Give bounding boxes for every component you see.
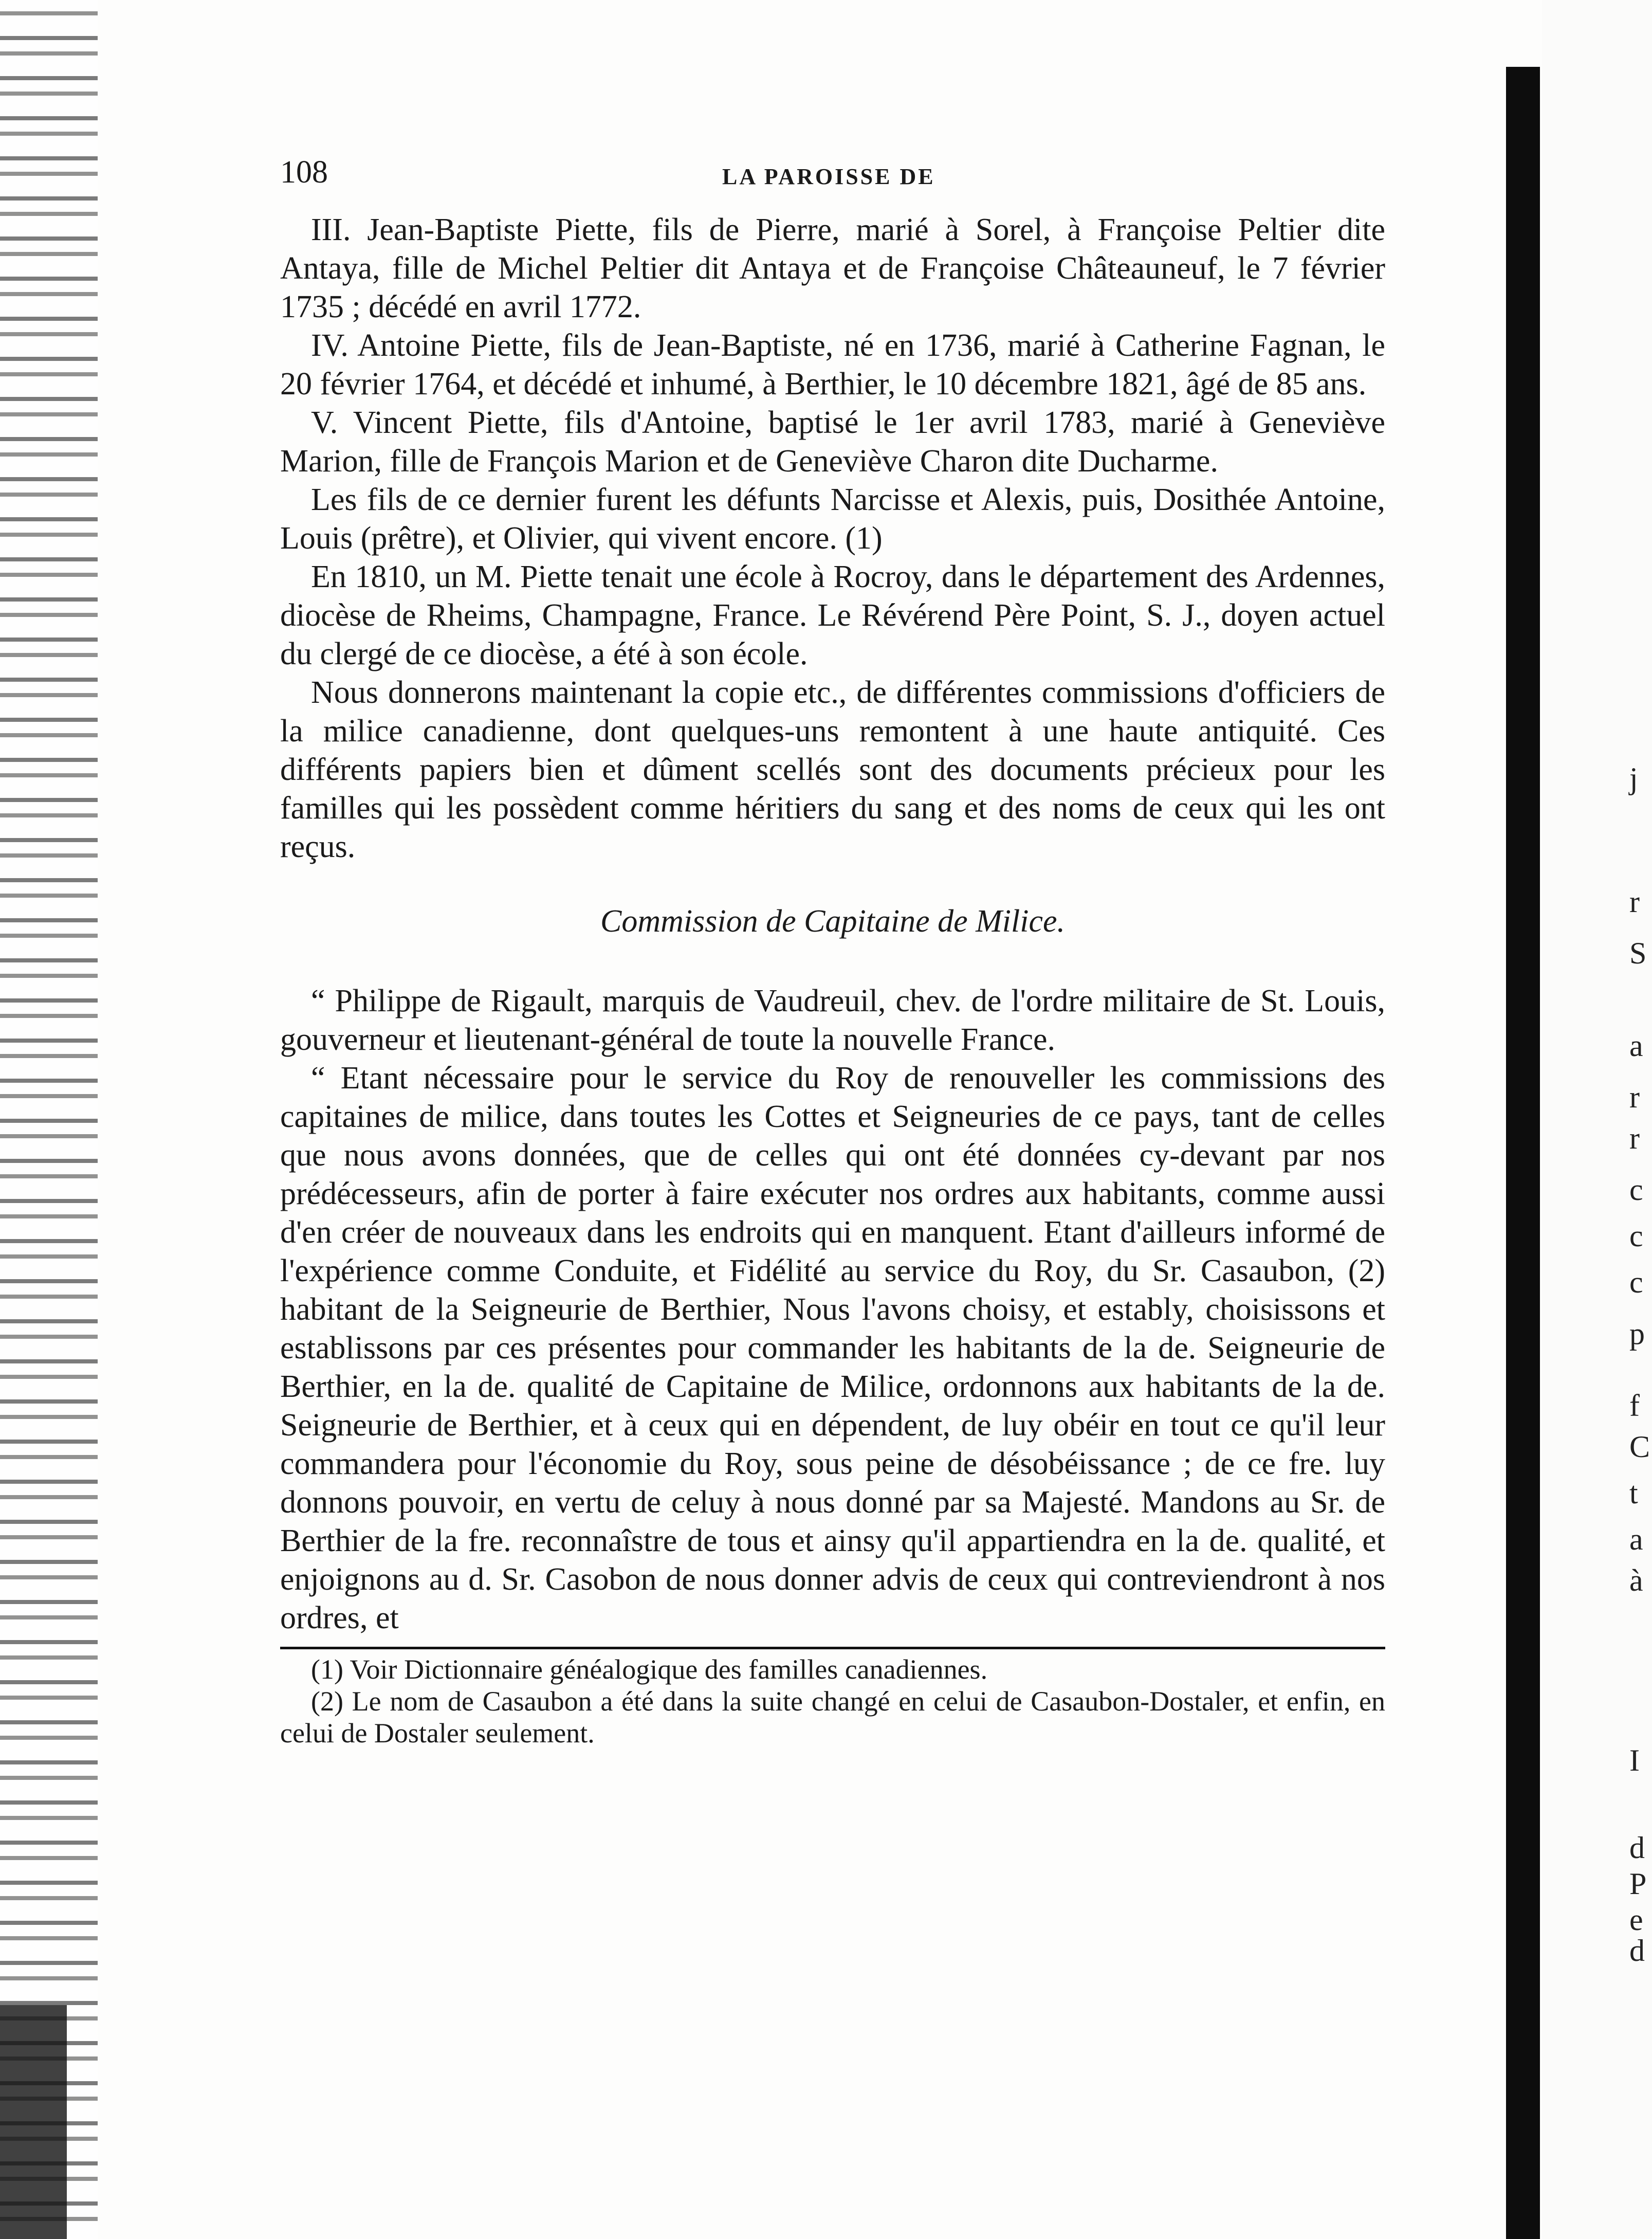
page-header (280, 154, 1385, 211)
footnote-divider (280, 1647, 1385, 1649)
page-number: 108 (280, 155, 328, 190)
facing-page-letter: c (1629, 1265, 1643, 1299)
facing-page-letter: e (1629, 1903, 1643, 1937)
facing-page-letter: a (1629, 1522, 1643, 1556)
footnotes (280, 1653, 1385, 1749)
page-content (280, 154, 1385, 1749)
paragraph-generation-v: V. Vincent Piette, fils d'Antoine, baptisé le 1er avril 1783, marié à Geneviève Marion, fille de François Marion et de Geneviève Charon dite Ducharme. (280, 405, 1385, 479)
commission-text (280, 982, 1385, 1637)
facing-page-letter: c (1629, 1219, 1643, 1253)
facing-page-letter: C (1629, 1430, 1650, 1464)
scan-edge-shadow (0, 2005, 67, 2239)
facing-page-letter: f (1629, 1389, 1640, 1423)
section-title: Commission de Capitaine de Milice. (600, 904, 1066, 939)
facing-page-letter: r (1629, 885, 1640, 919)
facing-page-letter: j (1629, 761, 1638, 795)
facing-page-letter: r (1629, 1080, 1640, 1114)
commission-paragraph: “ Etant nécessaire pour le service du Roy de renouveller les commissions des capitaines de milice, dans toutes les Cottes et Seigneuries de ce pays, tant de celles que nous avons données, que de celles qui ont été données cy-devant par nos prédécesseurs, afin de porter à faire exécuter nos ordres aux habitants, comme aussi d'en créer de nouveaux dans les endroits qui en manquent. Etant d'ailleurs informé de l'expérience comme Conduite, et Fidélité au service du Roy, du Sr. Casaubon, (2) habitant de la Seigneurie de Berthier, Nous l'avons choisy, et estably, choisissons et establissons par ces présentes pour commander les habitants de la de. Seigneurie de Berthier, en la de. qualité de Capitaine de Milice, ordonnons aux habitants de la de. Seigneurie de Berthier, et à ceux qui en dépendent, de luy obéir en tout ce qu'il leur commandera pour l'économie du Roy, sous peine de désobéissance ; de ce fre. luy donnons pouvoir, en vertu de celuy à nous donné par sa Majesté. Mandons au Sr. de Berthier de la fre. reconnaîstre de tous et ainsy qu'il appartiendra en la de. qualité, et enjoignons au d. Sr. Casobon de nous donner advis de ceux qui contreviendront à nos ordres, et (280, 1061, 1385, 1635)
scan-edge-artifact (0, 0, 98, 2239)
paragraph-school: En 1810, un M. Piette tenait une école à Rocroy, dans le département des Ardennes, diocèse de Rheims, Champagne, France. Le Révérend Père Point, S. J., doyen actuel du clergé de ce diocèse, a été à son école. (280, 559, 1385, 671)
commission-paragraph: “ Philippe de Rigault, marquis de Vaudreuil, chev. de l'ordre militaire de St. Louis, gouverneur et lieutenant-général de toute la nouvelle France. (280, 984, 1385, 1057)
paragraph-generation-iii: III. Jean-Baptiste Piette, fils de Pierre, marié à Sorel, à Françoise Peltier dite Antaya, fille de Michel Peltier dit Antaya et de Françoise Châteauneuf, le 7 février 1735 ; décédé en avril 1772. (280, 212, 1385, 324)
facing-page-letter: à (1629, 1563, 1643, 1597)
facing-page-letter: P (1629, 1867, 1647, 1901)
facing-page-letter: d (1629, 1831, 1645, 1865)
footnote: (1) Voir Dictionnaire généalogique des familles canadiennes. (311, 1654, 988, 1685)
facing-page-letter: d (1629, 1934, 1645, 1968)
book-spine-shadow (1506, 67, 1540, 2239)
facing-page-letter: a (1629, 1029, 1643, 1063)
facing-page-letter: c (1629, 1173, 1643, 1207)
facing-page-letter: S (1629, 936, 1647, 970)
paragraph-commissions-intro: Nous donnerons maintenant la copie etc., de différentes commissions d'officiers de la milice canadienne, dont quelques-uns remontent à une haute antiquité. Ces différents papiers bien et dûment scellés sont des documents précieux pour les familles qui les possèdent comme héritiers du sang et des noms de ceux qui les ont reçus. (280, 675, 1385, 864)
footnote: (2) Le nom de Casaubon a été dans la suite changé en celui de Casaubon-Dostaler, et enfin, en celui de Dostaler seulement. (280, 1686, 1385, 1749)
paragraph-generation-iv: IV. Antoine Piette, fils de Jean-Baptiste, né en 1736, marié à Catherine Fagnan, le 20 février 1764, et décédé et inhumé, à Berthier, le 10 décembre 1821, âgé de 85 ans. (280, 328, 1385, 402)
facing-page-letter: p (1629, 1317, 1645, 1351)
facing-page-letter: r (1629, 1121, 1640, 1155)
paragraph-sons: Les fils de ce dernier furent les défunts Narcisse et Alexis, puis, Dosithée Antoine, Louis (prêtre), et Olivier, qui vivent encore. (1) (280, 482, 1385, 556)
running-head: LA PAROISSE DE (722, 164, 935, 189)
body-text (280, 211, 1385, 866)
facing-page-letter: t (1629, 1476, 1638, 1510)
facing-page-letter: I (1629, 1743, 1640, 1777)
